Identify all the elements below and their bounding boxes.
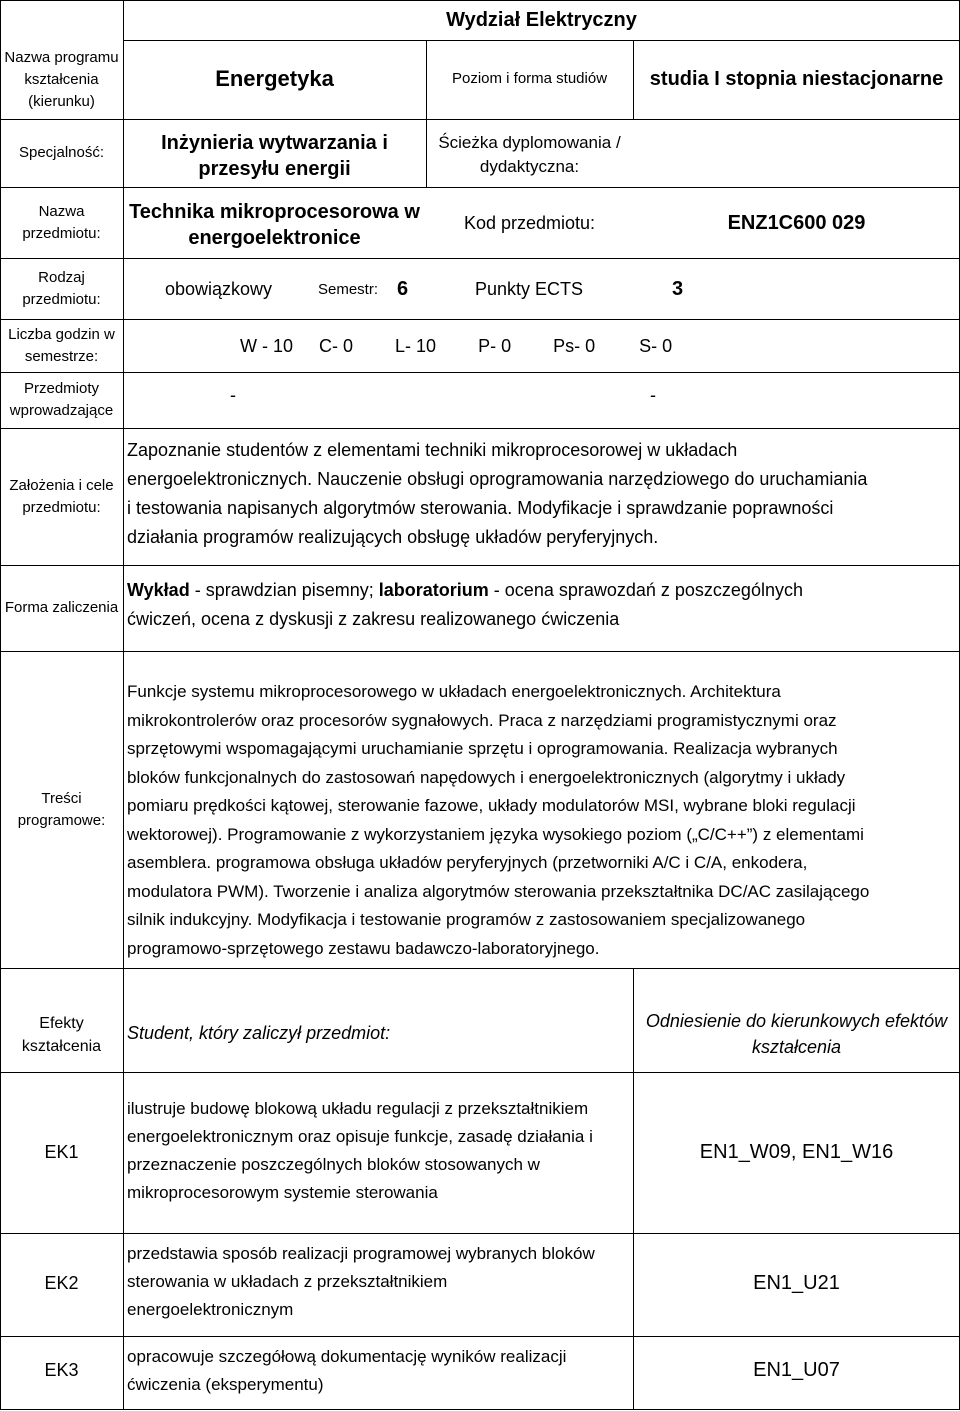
semester-label: Semestr: xyxy=(318,281,379,298)
program-label: Nazwa programu kształcenia (kierunku) xyxy=(4,49,119,110)
ek2-line: przedstawia sposób realizacji programowej wybranych bloków xyxy=(127,1244,595,1263)
specialty-value: Inżynieria wytwarzania i przesyłu energii xyxy=(161,132,388,180)
rule xyxy=(0,1409,960,1410)
ek1-line: przeznaczenie poszczególnych bloków stosowanych w xyxy=(127,1155,540,1174)
hours-proseminar: Ps- 0 xyxy=(553,336,596,356)
content-line: wektorowej). Programowanie z wykorzystaniem języka wysokiego poziom („C/C++”) z elementami xyxy=(127,824,864,844)
ek3-id: EK3 xyxy=(44,1360,79,1380)
assessment-lecture-text: - sprawdzian pisemny; xyxy=(189,580,379,600)
rule xyxy=(0,428,960,429)
program-value: Energetyka xyxy=(215,66,334,91)
outcomes-label: Efekty kształcenia xyxy=(21,1015,102,1055)
ek2-ref: EN1_U21 xyxy=(753,1272,840,1294)
level-value: studia I stopnia niestacjonarne xyxy=(649,68,944,90)
ek3-ref: EN1_U07 xyxy=(753,1359,840,1381)
subject-value: Technika mikroprocesorowa w energoelektronice xyxy=(129,201,420,249)
outcomes-ref-header: Odniesienie do kierunkowych efektów kształcenia xyxy=(645,1011,948,1057)
hours-lab: L- 10 xyxy=(395,336,437,356)
code-value: ENZ1C600 029 xyxy=(727,212,866,234)
rule xyxy=(0,651,960,652)
content-line: mikrokontrolerów oraz procesorów sygnałowych. Praca z narzędziami programistycznymi oraz xyxy=(127,710,837,730)
ek1-id: EK1 xyxy=(44,1142,79,1162)
rule xyxy=(0,1233,960,1234)
content-line: bloków funkcjonalnych do zastosowań napędowych i energoelektronicznych (algorytmy i układy xyxy=(127,767,846,787)
goals-line: Zapoznanie studentów z elementami techniki mikroprocesorowej w układach xyxy=(127,440,738,460)
goals-text xyxy=(127,436,867,552)
rule xyxy=(0,119,960,120)
path-label: Ścieżka dyplomowania / dydaktyczna: xyxy=(438,133,621,176)
ek1-text xyxy=(127,1095,593,1207)
ek2-line: sterowania w układach z przekształtnikiem xyxy=(127,1272,448,1291)
hours-list xyxy=(240,336,672,357)
ek2-id: EK2 xyxy=(44,1273,79,1293)
content-line: sprzętowymi wspomagającymi uruchamianie sprzętu i oprogramowania. Realizacja wybranych xyxy=(127,739,838,758)
prereq-right: - xyxy=(650,385,656,405)
ects-label: Punkty ECTS xyxy=(475,279,584,299)
rule xyxy=(0,187,960,188)
goals-label: Założenia i cele przedmiotu: xyxy=(9,476,114,516)
ek1-line: energoelektronicznym oraz opisuje funkcje, zasadę działania i xyxy=(127,1127,593,1146)
ek1-ref: EN1_W09, EN1_W16 xyxy=(699,1141,894,1163)
ek2-text xyxy=(127,1240,595,1324)
content-label: Treści programowe: xyxy=(17,790,106,829)
ek1-line: mikroprocesorowym systemie sterowania xyxy=(127,1183,438,1202)
type-value: obowiązkowy xyxy=(165,279,273,299)
rule xyxy=(0,258,960,259)
hours-seminar: S- 0 xyxy=(639,336,673,356)
subject-label: Nazwa przedmiotu: xyxy=(22,203,101,242)
assessment-line: ćwiczeń, ocena z dyskusji z zakresu realizowanego ćwiczenia xyxy=(127,609,620,629)
content-line: pomiaru prędkości kątowej, sterowanie fazowe, układy modulatorów MSI, wybrane bloki regulacji xyxy=(127,796,856,815)
outcomes-header: Student, który zaliczył przedmiot: xyxy=(127,1023,391,1043)
content-line: asemblera. programowa obsługa układów peryferyjnych (przetworniki A/C i C/A, enkodera, xyxy=(127,853,808,872)
assessment-lecture: Wykład xyxy=(127,580,190,600)
rule xyxy=(0,968,960,969)
code-label: Kod przedmiotu: xyxy=(463,213,596,233)
semester-value: 6 xyxy=(397,278,409,300)
type-label: Rodzaj przedmiotu: xyxy=(22,269,101,308)
ek1-line: ilustruje budowę blokową układu regulacji z przekształtnikiem xyxy=(127,1099,589,1118)
assessment-label: Forma zaliczenia xyxy=(4,599,119,616)
rule xyxy=(0,319,960,320)
prereq-left: - xyxy=(230,385,236,405)
hours-lecture: W - 10 xyxy=(240,336,294,356)
rule xyxy=(0,0,960,1)
faculty-title: Wydział Elektryczny xyxy=(446,9,637,31)
goals-line: i testowania napisanych algorytmów sterowania. Modyfikacje i sprawdzanie poprawności xyxy=(127,498,834,518)
ects-value: 3 xyxy=(672,278,684,300)
hours-label: Liczba godzin w semestrze: xyxy=(8,326,115,365)
specialty-label: Specjalność: xyxy=(18,144,105,161)
level-label: Poziom i forma studiów xyxy=(451,70,608,87)
ek3-line: ćwiczenia (eksperymentu) xyxy=(127,1375,324,1394)
rule xyxy=(0,1336,960,1337)
hours-exercises: C- 0 xyxy=(319,336,354,356)
content-line: Funkcje systemu mikroprocesorowego w układach energoelektronicznych. Architektura xyxy=(127,682,781,701)
assessment-text xyxy=(127,576,803,634)
content-text xyxy=(127,678,869,963)
assessment-lab: laboratorium xyxy=(378,580,489,600)
prereq-label: Przedmioty wprowadzające xyxy=(9,380,114,419)
goals-line: energoelektronicznych. Nauczenie obsługi oprogramowania narzędziowego do uruchamiania xyxy=(127,469,868,489)
assessment-lab-text: - ocena sprawozdań z poszczególnych xyxy=(488,580,803,600)
rule xyxy=(0,565,960,566)
content-line: silnik indukcyjny. Modyfikacja i testowanie programów z zastosowaniem specjalizowanego xyxy=(127,910,806,929)
ek3-line: opracowuje szczegółową dokumentację wyników realizacji xyxy=(127,1347,567,1366)
hours-project: P- 0 xyxy=(478,336,512,356)
content-line: programowo-sprzętowego zestawu badawczo-laboratoryjnego. xyxy=(127,938,600,958)
ek3-text xyxy=(127,1343,566,1399)
content-line: modulatora PWM). Tworzenie i analiza algorytmów sterowania przekształtnika DC/AC zasilającego xyxy=(127,881,870,901)
ek2-line: energoelektronicznym xyxy=(127,1300,294,1319)
rule xyxy=(0,372,960,373)
rule xyxy=(123,40,960,41)
goals-line: działania programów realizujących obsługę układów peryferyjnych. xyxy=(127,527,659,547)
rule xyxy=(0,1072,960,1073)
